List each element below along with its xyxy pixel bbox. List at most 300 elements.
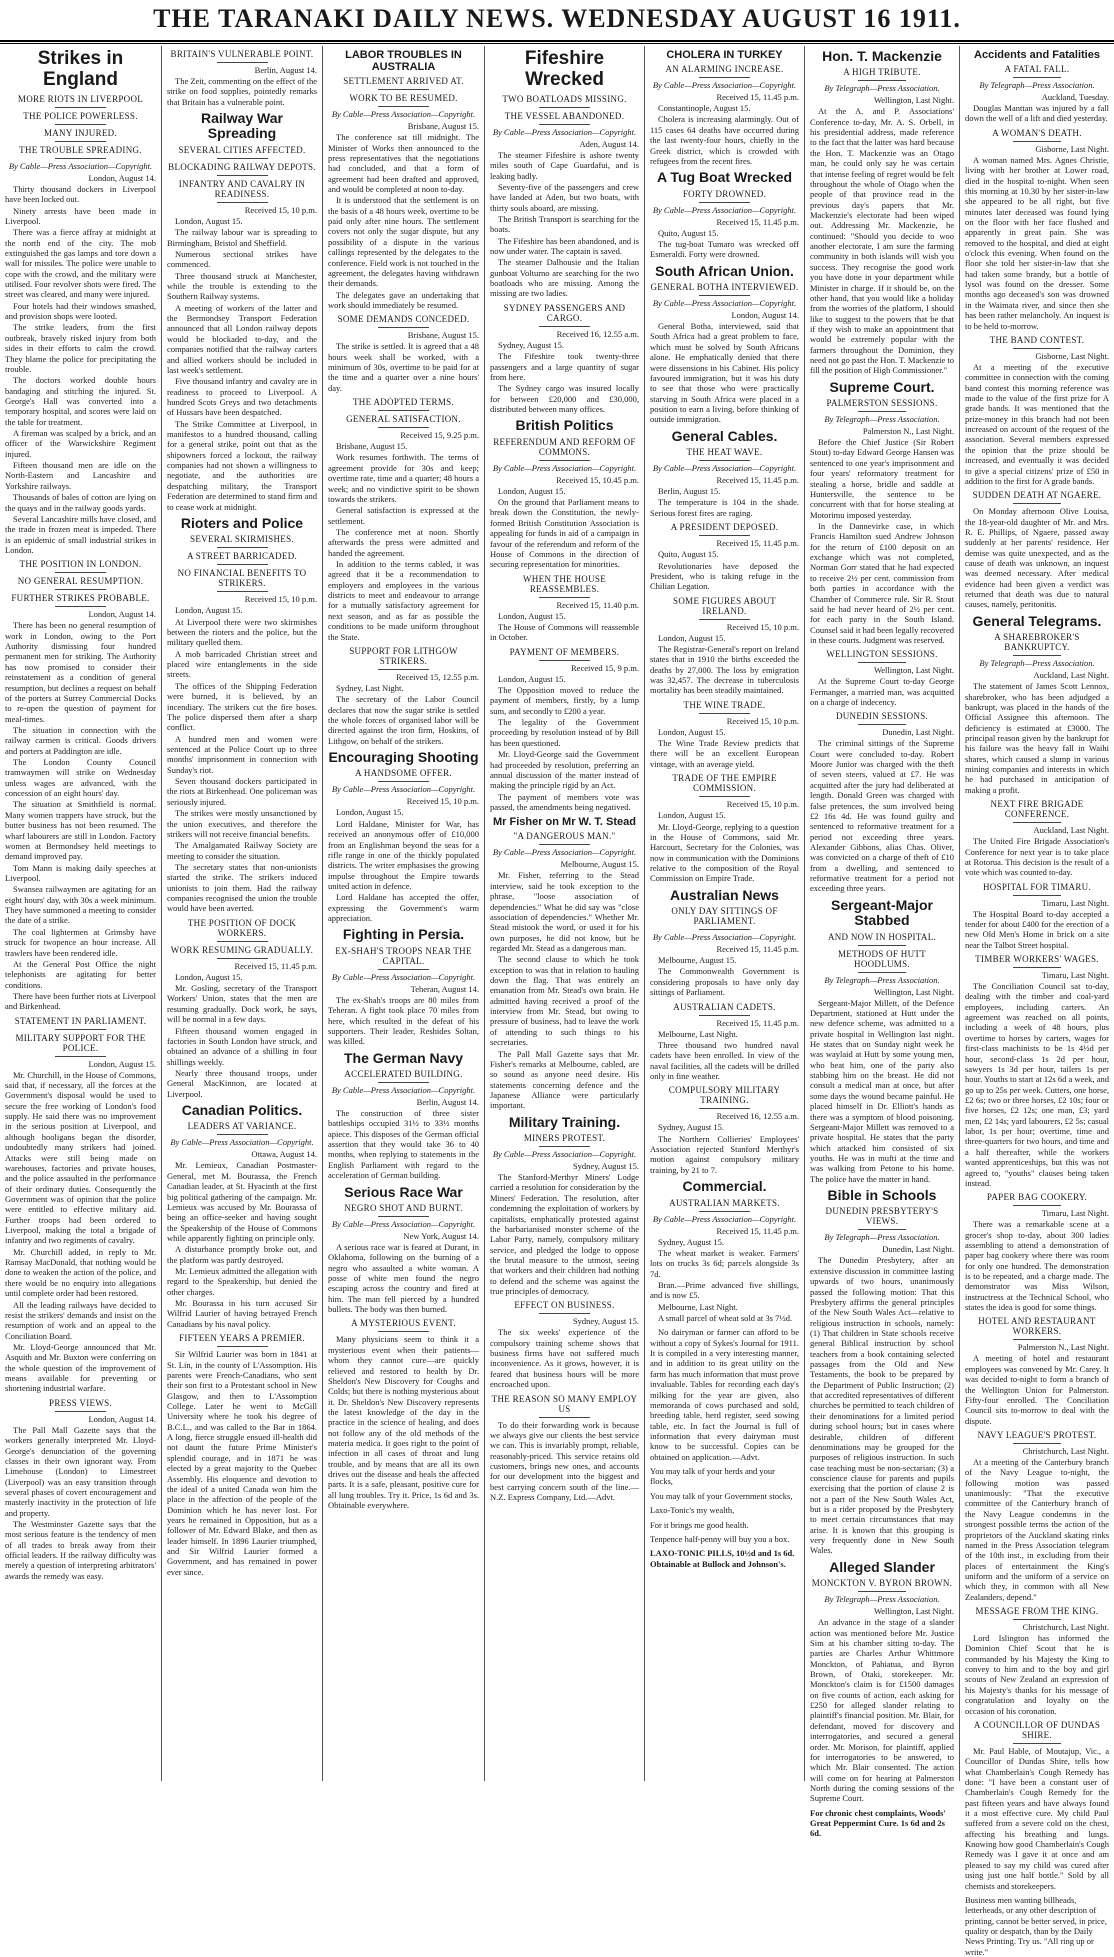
dateline: New York, August 14. [403,1230,479,1241]
dateline: London, August 14. [88,1413,156,1424]
subheading-rule [378,89,429,90]
article-subheading: NO GENERAL RESUMPTION. [17,576,144,587]
subheading-rule [55,589,106,590]
subheading-rule [1013,348,1062,349]
article [650,429,799,518]
subheading-rule [699,1108,750,1109]
dateline: Aden, August 14. [579,138,639,149]
subheading-rule [1013,1443,1062,1444]
article-paragraph: The legality of the Government proceeding by resolution instead of by Bill has been questioned. [490,717,639,748]
dateline: Ottawa, August 14. [251,1149,317,1160]
dispatch-credit: By Cable—Press Association—Copyright. [652,298,797,309]
article-paragraph: There has been no general resumption of work in London, owing to the Port Authority dismissing four hundred permanent men for striking. The Authority has now promised to consider their reinstatement as a condition of general resumption, but declines a request on behalf of the porters at Surrey Commercial Docks to re-open the question of payment for meal-times. [5,620,156,724]
subheading-rule [699,796,750,797]
article-subheading: TIMBER WORKERS' WAGES. [975,954,1099,965]
article-paragraph: The criminal sittings of the Supreme Court were concluded to-day. Robert Moore Junior was charged with the theft of seven steers, valued at £7. He was acquitted after the jury had deliberated at length. Donald Green was charged with false pretences, the sum involved being £2 16s 4d. He was found guilty and sentenced to reformative treatment for a period not exceeding three years. Alexander Gibbons, alias Chas. Oliver, was convicted on a charge of theft of £10 from a dwelling, and sentenced to reformative treatment for a period not exceeding three years. [810,738,954,894]
advertisement-text: You may talk of your Government stocks, [650,1490,793,1501]
article [810,1560,954,1804]
subheading-rule [55,606,106,607]
article [650,773,799,884]
dateline: Received 15, 11.45 p.m. [716,1017,799,1028]
article-subheading: MANY INJURED. [43,127,118,138]
dateline: Received 15, 10.45 p.m. [556,474,639,485]
dateline: Timaru, Last Night. [1041,897,1109,908]
article-paragraph: The Stanford-Merthyr Miners' Lodge carried a resolution for consideration by the Miners' Federation. The resolution, after condemning the exploitation of workers by capitalists, emphatically protested against the barbarianised monster scheme of the Labor Party, namely, compulsory military service, and pledged the lodge to oppose the brutal measure to the utmost, seeing that workers and their children had nothing to defend and the scheme was against the true principles of democracy. [490,1172,639,1297]
article [650,700,799,769]
article-paragraph: Fifteen thousand women engaged in factories in South London have struck, and obtained an advance of a shilling in four shillings weekly. [167,1025,317,1067]
subheading-rule [699,713,750,714]
dispatch-credit: By Cable—Press Association—Copyright. [652,932,797,943]
advertisement-text: For chronic chest complaints, Woods' Great Peppermint Cure. 1s 6d and 2s 6d. [810,1807,946,1839]
dateline: London, August 14. [88,172,156,183]
article-paragraph: A serious race war is feared at Durant, in Oklahoma, following on the burning of a negro who assaulted a white woman. A posse of white men found the negro escaping across the country and fired at him. The man fell pierced by a hundred bullets. The body was then burned. [328,1241,479,1315]
article-paragraph: There have been further riots at Liverpool and Birkenhead. [5,990,156,1012]
article-paragraph: Seven thousand dockers participated in the riots at Birkenhead. One policeman was seriously injured. [167,776,317,807]
dateline: Dunedin, Last Night. [882,727,954,738]
article-paragraph: The statement of James Scott Lennox, sharebroker, who has been adjudged a bankrupt, was placed in the hands of the Official Assignee this afternoon. The deficiency is estimated at £3000. The principal reason given by the bankrupt for his failure was the heavy fall in Waihi shares, which caused a slump in various mining companies and interests in which he had purchased in anticipation of making a profit. [965,681,1109,795]
article-paragraph: The six weeks' experience of the compulsory training scheme shows that business firms have not suffered much inconvenience. As it grows, however, it is feared that business hours will be more encroached upon. [490,1327,639,1390]
article [490,816,639,1110]
dateline: Received 15, 11.45 p.m. [716,92,799,103]
subheading-rule [858,945,907,946]
subheading-rule [217,62,268,63]
dateline: Received 16, 12.55 a.m. [556,328,639,339]
article-paragraph: Mr. Fisher, referring to the Stead interview, said he took exception to the phrase, "loose association of dependencies." What he did say was "close association of dependencies." Whether Mr. Stead mistook the word, or used it for his own purposes, he did not know, but he regarded Mr. Stead as a dangerous man. [490,870,639,953]
article-paragraph: London, August 15. [658,810,726,821]
article-subheading: A MYSTERIOUS EVENT. [351,1318,456,1329]
article-paragraph: The Conciliation Council sat to-day, dealing with the timber and coal-yard employees, including carters. An agreement was reached on all points, including a week of 48 hours, plus overtime to horses by carters, wages for first-class machinists to be 1s 4½d per hour, second-class 1s 2d per hour, sawyers 1s 3d per hour, tailers 1s per hour. Youths to start at 12s 6d a week, and go up to 25s per week. Cutters, one horse, £2 6s; two or three horses, £2 10s; four or five horses, £2 12s; one man, £3; yard men, £2 14s; yard labourers, £2 5s; casual labor, 1s per hour; overtime, time and three-quarters for two hours, and time and a half thereafter, while the workers wanted apprenticeships, but this was not agreed to, "youths" clauses being taken instead. [965,981,1109,1188]
article-paragraph: At the Supreme Court to-day George Fermanger, a married man, was acquitted on a charge of indecency. [810,676,954,708]
subheading-rule [858,80,907,81]
article-paragraph: The Dunedin Presbytery, after an extensive discussion in committee lasting upwards of two hours, unanimously passed the following motion: That this Presbytery affirms the general principles of the New South Wales Act—relative to religious instruction in schools, namely: (1) That children in State schools receive general Biblical instruction by school teachers from a book containing selected passages from the Old and New Testaments, the book to be prepared by the Department of Public Instruction; (2) that accredited representatives of different churches be permitted to teach children of their denominations for a limited period during school hours; but in cases where desirable, children of different denominations may be grouped for the purposes of religious instruction. In such case teaching must be non-sectarian; (3) a conscience clause for parents and pupils exercising that the portion of clause 2 is not a part of the New South Wales Act, but is a rider proposed by the Presbytery to meet certain circumstances that may arise. It is known that this grouping is very frequently done in New South Wales. [810,1255,954,1556]
dispatch-credit: By Cable—Press Association—Copyright. [492,462,637,473]
article-paragraph: There was a fierce affray at midnight at the north end of the city. The mob extinguished the gas lamps and tore down a wall for missiles. The police were unable to cope with the crowd, and the military were utilised. Four revolver shots were fired. The street was cleared, and many were injured. [5,227,156,300]
advertisement-text: You may talk of your herds and your flocks, [650,1466,775,1487]
dateline: Sydney, August 15. [572,1316,639,1327]
article-subheading: BLOCKADING RAILWAY DEPOTS. [168,161,316,172]
article-paragraph: The second clause to which he took exception to was that in relation to hauling down the flag. That was entirely an emanation from Mr. Stead's own brain. He admitted having received a proof of the interview from Mr. Stead, but owing to pressure of business, had to leave the work of attending to such things to his secretaries. [490,954,639,1048]
article [5,49,156,555]
article-headline: General Cables. [671,427,778,444]
article-subheading: A WOMAN'S DEATH. [992,127,1082,138]
subheading-rule [539,1313,590,1314]
subheading-rule [699,295,750,296]
subheading-rule [539,660,590,661]
article-paragraph: Mr. Lloyd-George announced that Mr. Asquith and Mr. Buxton were conferring on the whole question of the improvement of means available for preventing or shortening industrial warfare. [5,1342,156,1394]
article-paragraph: The railway labour war is spreading to Birmingham, Bristol and Sheffield. [167,227,317,248]
article-paragraph: Sir Wilfrid Laurier was born in 1841 at St. Lin, in the county of L'Assomption. His parents were French-Canadians, who sent their son first to a Protestant school in New Glasgow, and then to L'Assomption College. Later he went to McGill University where he took his degree of B.C.L., and was called to the Bar in 1864. A long, fierce struggle ensued ill-health did not daunt the future Prime Minister's splendid courage, and in 1871 he was elected by a great majority to the Quebec Assembly. His eloquence and devotion to the ideal of a united Canada won him the place in the affection of the people of the Dominion which he has never lost. For years he remained in Opposition, but as a follower of Mr. Edward Blake, and then as leader himself. In 1896 Laurier triumphed, and Sir Wilfrid Laurier formed a Government, and has remained in power ever since. [167,1349,317,1577]
article [167,49,317,107]
article-paragraph: London, August 15. [498,673,566,684]
article-paragraph: At a meeting of the Canterbury branch of the Navy League to-night, the following motion was passed unanimously: "That the executive committee of the Canterbury branch of the Navy League condemns in the strongest possible terms the action of the proprietors of the Auckland skating rinks named in the Press Association telegram of the 10th inst., in excluding from their places of entertainment the King's uniform and the uniform of a service on which they, in common with all New Zealanders, depend." [965,1456,1109,1602]
article-paragraph: The wheat market is weaker. Farmers' lots on trucks 3s 6d; parcels alongside 3s 7d. [650,1247,799,1279]
article-paragraph: London, August 15. [658,632,726,643]
article [650,264,799,425]
article-paragraph: The steamer Fifeshire is ashore twenty miles south of Cape Guardafui, and is leaking badly. [490,149,639,181]
dateline: Received 15, 11.45 p.m. [716,1225,799,1236]
article-subheading: PRESS VIEWS. [49,1397,112,1408]
article-subheading: MONCKTON V. BYRON BROWN. [811,1578,953,1589]
article-paragraph: Mr. Lloyd-George, replying to a question in the House of Commons, said Mr. Harcourt, Secretary for the Colonies, was now in communication with the Dominions relative to the composition of the Royal Commission on Empire Trade. [650,821,799,884]
dateline: Palmerston N., Last Night. [1017,1342,1109,1353]
article [328,314,479,393]
article-subheading: DUNEDIN SESSIONS. [835,711,929,722]
article-paragraph: Mr. Gosling, secretary of the Transport Workers' Union, states that the men are resuming gradually. Dock work, he says, will be normal in a few days. [167,983,317,1025]
article-paragraph: An advance in the stage of a slander action was mentioned before Mr. Justice Sim at his chamber sitting to-day. The parties are Charles Arthur Whittmore Monckton, of Pahiatua, and Byron Brown, of Otaki, storekeeper. Mr. Monckton's claim is for £1500 damages on five counts of action, each asking for £250 for alleged slander relating to plaintiff's financial position. Mr. Blair, for defendant, moved for discovery and interrogatories, and secured a general order. Mr. Morison, for plaintiff, applied for interrogatories to be answered, to which Mr. Blair consented. The action will come on for hearing at Palmerston North during the coming sessions of the Supreme Court. [810,1617,954,1804]
article-headline: Supreme Court. [829,378,935,395]
dispatch-credit: By Cable—Press Association—Copyright. [652,463,797,474]
article-paragraph: The Fifeshire took twenty-three passengers and a large quantity of sugar from here. [490,351,639,382]
article [650,522,799,591]
article [650,1327,799,1462]
article-paragraph: The coal lightermen at Grimsby have struck for twopence an hour increase. All trawlers have been rendered idle. [5,926,156,958]
article-subheading: THE VESSEL ABANDONED. [504,110,625,121]
article-paragraph: The Opposition moved to reduce the payment of members, firstly, by a lump sum, and secondly to £200 a year. [490,685,639,716]
article-paragraph: The construction of three sister battleships occupied 31½ to 33½ months apiece. This disposes of the German official assertion that they would take 36 to 40 months, when replying to statements in the English Parliament with regard to the acceleration of German building. [328,1108,479,1181]
article-paragraph: The delegates gave an undertaking that work should immediately be resumed. [328,289,479,310]
article-paragraph: Sydney, August 15. [498,339,565,350]
article-headline: Encouraging Shooting [328,749,479,766]
article [490,1300,639,1389]
article [650,1085,799,1175]
article-subheading: FORTY DROWNED. [682,188,767,199]
article-paragraph: The strike is settled. It is agreed that a 48 hours week shall be worked, with a minimum of 30s, overtime to be paid for at the time and a quarter over a nine hours' day. [328,341,479,393]
dispatch-credit: By Cable—Press Association—Copyright. [492,126,637,137]
article [965,49,1109,124]
article-subheading: PALMERSTON SESSIONS. [826,398,938,409]
article-paragraph: Work resumes forthwith. The terms of agreement provide for 30s and keep; overtime rate, time and a quarter; 48 hours a week; and no vindictive spirit to be shown towards the strikers. [328,452,479,504]
article-subheading: COMPULSORY MILITARY TRAINING. [668,1085,781,1106]
article-paragraph: Mr. Lloyd-George said the Government had proceeded by resolution, preferring an annual discussion of the matter instead of making the principle rigid by an Act. [490,749,639,791]
article [328,1318,479,1510]
article-paragraph: A meeting of hotel and restaurant employees was convened by Mr. Carey. It was decided to-night to form a branch of the Wellington Union for Palmerston. Fifty-four enrolled. The Conciliation Council sits to-morrow to deal with the dispute. [965,1353,1109,1426]
dispatch-credit: By Cable—Press Association—Copyright. [8,160,153,171]
article-paragraph: The Amalgamated Railway Society are meeting to consider the situation. [167,840,317,861]
column-2 [161,46,322,1781]
article [965,1192,1109,1312]
article-paragraph: The tug-boat Tumaro was wrecked off Esmeraldi. Forty were drowned. [650,239,799,260]
article-headline: Serious Race War [344,1183,463,1200]
article [965,1316,1109,1426]
article-paragraph: The steamer Dalhousie and the Italian gunboat Volturno are searching for the two boatloads who are missing. Among the missing are two ladies. [490,257,639,299]
article-subheading: "A DANGEROUS MAN." [513,831,616,842]
article-paragraph: The doctors worked double hours bandaging and stitching the injured. St. George's Hall was converted into a temporary hospital, and scores were laid on the table for treatment. [5,375,156,427]
dispatch-credit: By Telegraph—Press Association. [979,80,1095,91]
article-paragraph: Mr. Bourassa in his turn accused Sir Wilfrid Laurier of having betrayed French Canadians by his naval policy. [167,1298,317,1329]
dateline: Received 15, 11.40 p.m. [556,599,639,610]
article-subheading: A SHAREBROKER'S BANKRUPTCY. [994,632,1080,653]
article-headline: LABOR TROUBLES IN AUSTRALIA [345,49,462,74]
article-paragraph: Berlin, August 15. [658,486,721,497]
dateline: Wellington, Last Night. [873,986,954,997]
dispatch-credit: By Telegraph—Press Association. [824,974,940,985]
article-headline: Alleged Slander [829,1558,935,1575]
article [810,898,954,1184]
article-subheading: WHEN THE HOUSE REASSEMBLES. [522,573,607,594]
article-subheading: ONLY DAY SITTINGS OF PARLIAMENT. [671,906,778,927]
article-subheading: A STREET BARRICADED. [186,551,298,562]
article-subheading: BRITAIN'S VULNERABLE POINT. [170,49,314,59]
dateline: Christchurch, Last Night. [1022,1622,1109,1633]
article-paragraph: A mob barricaded Christian street and placed wire entanglements in the side streets. [167,648,317,680]
dateline: Received 15, 10 p.m. [406,796,479,807]
article-paragraph: The strike leaders, from the first outbreak, bravely risked injury from both sides in their efforts to calm the crowd. They blame the police for precipitating the trouble. [5,322,156,374]
subheading-rule [1013,1339,1062,1340]
article-headline: Canadian Politics. [181,1102,303,1119]
dateline: Received 15, 10 p.m. [726,621,799,632]
article-subheading: TWO BOATLOADS MISSING. [502,93,627,104]
subheading-rule [217,1134,268,1135]
article-subheading: DUNEDIN PRESBYTERY'S VIEWS. [825,1206,939,1227]
article-subheading: NEGRO SHOT AND BURNT. [344,1202,463,1213]
dateline: Berlin, August 14. [254,65,317,75]
subheading-rule [1013,1743,1062,1744]
article-headline: Railway War Spreading [201,110,283,142]
article-subheading: REFERENDUM AND REFORM OF COMMONS. [493,436,636,457]
article-subheading: SEVERAL CITIES AFFECTED. [178,144,306,155]
article-paragraph: The conference met at noon. Shortly afterwards the press were admitted and handed the agreement. [328,526,479,558]
article-paragraph: The Pall Mall Gazette says that Mr. Fisher's remarks at Melbourne, cabled, are so sound as anyone need desire. His statements concerning defence and the Japanese Alliance were particularly important. [490,1048,639,1111]
article-paragraph: London, August 15. [658,726,726,737]
article-paragraph: In addition to the terms cabled, it was agreed that it be a recommendation to employers and employees in the various districts to meet and endeavour to arrange for a mutually satisfactory agreement for next season, and as far as possible the conditions to be made uniform throughout the State. [328,559,479,642]
article-headline: Mr Fisher on Mr W. T. Stead [492,816,637,829]
dateline: London, August 14. [731,310,799,321]
article-subheading: THE TROUBLE SPREADING. [19,144,142,155]
article [167,918,317,1099]
article-paragraph: The British Transport is searching for the boats. [490,213,639,235]
subheading-rule [858,1591,907,1592]
dispatch-credit: By Cable—Press Association—Copyright. [170,1137,314,1148]
dateline: Berlin, August 14. [416,1097,479,1107]
article [490,49,639,299]
article-paragraph: Quito, August 15. [658,227,719,238]
masthead-rule [0,43,1114,44]
article-subheading: HOTEL AND RESTAURANT WORKERS. [978,1316,1096,1337]
article [490,1394,639,1503]
article-paragraph: The offices of the Shipping Federation were burned, it is believed, by an incendiary. The strikers cut the fire hoses. The police dispersed them after a sharp conflict. [167,680,317,733]
article-paragraph: The secretary states that non-unionists started the strike. The strikers induced unionists to join them. Had the railway companies recognised the union the trouble would have been averted. [167,861,317,914]
article-paragraph: London, August 15. [175,605,243,616]
dateline: Received 15, 11.45 p.m. [716,475,799,486]
dateline: Received 15, 12.55 p.m. [396,671,479,682]
dateline: Received 15, 11.45 p.m. [716,538,799,549]
article-paragraph: The payment of members vote was passed, the amendments being negatived. [490,791,639,812]
dateline: London, August 14. [88,609,156,620]
article [965,490,1109,610]
article-paragraph: General satisfaction is expressed at the settlement. [328,505,479,526]
article-subheading: LEADERS AT VARIANCE. [187,1121,297,1132]
article-subheading: FIFTEEN YEARS A PREMIER. [179,1333,305,1344]
article-subheading: HOSPITAL FOR TIMARU. [982,881,1092,892]
article-headline: Fifeshire Wrecked [524,48,605,90]
dateline: Dunedin, Last Night. [882,1244,954,1255]
article-paragraph: London, August 15. [336,807,404,818]
article-paragraph: The Strike Committee at Liverpool, in manifestos to a hundred thousand, calling for a general strike, point out that as the shipowners forced a lockout, the railway companies had not shown a willingness to negotiate, and the authorities are despatching military, the Transport Federation are determined to stand firm and to cease work at midnight. [167,418,317,512]
article-paragraph: Five thousand infantry and cavalry are in readiness to proceed to Liverpool. A hundred Scots Greys and two detachments of Hussars have been despatched. [167,376,317,418]
subheading-rule [1013,655,1062,656]
article-paragraph: At the A. and P. Associations' Conference to-day, Mr. A. S. Orbell, in his presidential address, made reference to the fact that the latter was hard because the Hon. T. Mackenzie was an Otago man, he could only say he was certain that intense feeling of regret would be felt throughout the whole of Otago when the people of that province read in the previous day's papers that Mr. Mackenzie's electorate had been wiped out. Addressing Mr. Mackenzie, he continued: "Should you decide to woo another electorate, I am sure the farming community in both islands will wish you success. They recognise the good work you have done in your department while Minister in charge. If it should be, on the other hand, that you would like a holiday from the worries of the platform, I should like to suggest to the powers that be that if they wish to make an appointment that would be extremely popular with the farmers throughout the Dominion, they need not go past the Hon. T. Mackenzie to fill the position of High Commissioner." [810,106,954,376]
article-paragraph: The United Fire Brigade Association's Conference for next year is to take place at Rotorua. This decision is the result of a vote which was counted to-day. [965,836,1109,878]
article-paragraph: The Northern Collieries' Employees' Association rejected Stanford Merthyr's motion against compulsory military training, by 21 to 7. [650,1133,799,1175]
column-4 [484,46,644,1781]
dispatch-credit: By Cable—Press Association—Copyright. [331,971,476,982]
article [328,49,479,310]
subheading-rule [217,941,268,942]
article-paragraph: Revolutionaries have deposed the President, who is taking refuge in the Chilian Legation. [650,560,799,592]
article-paragraph: Thousands of bales of cotton are lying on the quays and in the railway goods yards. [5,492,156,513]
dateline: Wellington, Last Night. [873,95,954,106]
article-paragraph: The secretary of the Labor Council declares that now the sugar strike is settled the whole forces of organised labor will be directed against the iron firm, Hoskins, of Lithgow, on behalf of the strikers. [328,694,479,746]
dateline: Received 15, 9.25 p.m. [400,430,479,441]
subheading-rule [217,1346,268,1347]
subheading-rule [378,106,429,107]
dateline: Christchurch, Last Night. [1022,1445,1109,1456]
article-paragraph: Thirty thousand dockers in Liverpool have been locked out. [5,183,156,205]
article [328,646,479,746]
article-subheading: STATEMENT IN PARLIAMENT. [14,1015,147,1026]
subheading-rule [539,107,590,108]
article-paragraph: Before the Chief Justice (Sir Robert Stout) to-day Edward George Hansen was sentenced to one year's imprisonment and four years' reformatory treatment for stealing a horse, bridle and saddle at Huntersville, the sentence to be concurrent with that for horse stealing at Motorimu imposed yesterday. [810,437,954,520]
subheading-rule [699,535,750,536]
subheading-rule [217,564,268,565]
dateline: Received 15, 11.45 p.m. [234,960,317,971]
dateline: Received 16, 12.55 a.m. [716,1111,799,1122]
subheading-rule [539,1146,590,1147]
article-paragraph: There was a remarkable scene at a grocer's shop to-day, about 300 ladies assembling to attend a demonstration of paper bag cookery where there was room for only one hundred. The demonstration is to be repeated, and a charge made. The demonstrator was Miss Wilson, instructress at the Technical School, who states the idea is good for some things. [965,1219,1109,1313]
advertisement-text: LAXO-TONIC PILLS, 10½d and 1s 6d. Obtainable at Bullock and Johnson's. [650,1548,795,1569]
dateline: Brisbane, August 15. [407,121,479,132]
dateline: Palmerston N., Last Night. [862,426,954,437]
dateline: Brisbane, August 15. [407,330,479,341]
article-headline: Strikes in England [37,48,124,90]
dateline: Received 15, 11.45 p.m. [716,216,799,227]
article-paragraph: Cholera is increasing alarmingly. Out of 115 cases 64 deaths have occurred during the last twenty-four hours, chiefly in the Greek district, which is crowded with refugees from the recent fires. [650,114,799,166]
article-paragraph: On Monday afternoon Olive Louisa, the 18-year-old daughter of Mr. and Mrs. R. E. Phillips, of Ngaere, passed away suddenly at her parents' residence. Her demise was quite unexpected, and as the cause of death was unknown, an inquest was deemed necessary. After medical evidence had been given a verdict was returned that death was due to natural causes, namely, peritonitis. [965,506,1109,610]
subheading-rule [217,158,268,159]
article-subheading: NEXT FIRE BRIGADE CONFERENCE. [990,799,1084,820]
article-paragraph: A woman named Mrs. Agnes Christie, living with her brother at Lower road, died in the hospital to-night. When seen this morning at 10.30 by her sister-in-law she appeared to be all right, but five minutes later deceased was found lying on the floor with her face flushed and apparently in great pain. She was removed to the hospital, and died at eight o'clock this evening. When found on the floor she told her sister-in-law that she had taken some brandy, but a bottle of lysol was found on the dresser. Some months ago deceased's son was drowned in the Waimata river, and since then she has been rather melancholy. An inquest is to be held to-morrow. [965,154,1109,331]
article-subheading: A HIGH TRIBUTE. [843,67,921,78]
article-paragraph: At Liverpool there were two skirmishes between the rioters and the police, but the military quelled them. [167,616,317,648]
subheading-rule [378,669,429,670]
article [965,128,1109,331]
subheading-rule [1013,1205,1062,1206]
article-paragraph: Lord Haldane, Minister for War, has received an anonymous offer of £10,000 from an Englishman beyond the seas for a rifle range in one of the thickly populated districts. The writer emphasises the growing impulse throughout the Empire towards united action in defence. [328,818,479,891]
column-1 [0,46,161,1781]
subheading-rule [539,460,590,461]
article-paragraph: Ninety arrests have been made in Liverpool. [5,205,156,226]
article-subheading: AN ALARMING INCREASE. [665,64,784,75]
dateline: Wellington, Last Night. [873,1606,954,1617]
article-paragraph: Tom Mann is making daily speeches at Liverpool. [5,862,156,883]
subheading-rule [378,427,429,428]
article-subheading: THE POLICE POWERLESS. [23,110,138,121]
dateline: Received 15, 10 p.m. [244,204,317,215]
subheading-rule [378,1216,429,1217]
article [965,614,1109,795]
article [965,1606,1109,1716]
article-subheading: SOME DEMANDS CONCEDED. [337,314,470,325]
article-paragraph: Three thousand two hundred naval cadets have been enrolled. In view of the naval facilities, all the cadets will be drilled only in fine weather. [650,1039,799,1081]
article-paragraph: Many physicians seem to think it a mysterious event when their patients—whom they cannot cure—are quickly relieved and restored to health by Dr. Sheldon's New Discovery for Coughs and Colds; but there is nothing mysterious about it. Dr. Sheldon's New Discovery represents the latest knowledge of the day in the practice in the science of healing, and does not follow any of the old methods of the materia medica. It goes right to the point of infection in all cases of throat and lung trouble, and by means that are all its own drives out the disease and heals the affected parts. It is a safe, pleasant, positive cure for all lung troubles. Try it. Price, 1s 6d and 3s. Obtainable everywhere. [328,1334,479,1511]
article-subheading: METHODS OF HUTT HOODLUMS. [837,948,926,969]
dateline: London, August 15. [88,1058,156,1069]
article-headline: Sergeant-Major Stabbed [831,896,933,929]
dispatch-credit: By Cable—Press Association—Copyright. [331,784,476,795]
dateline: Sydney, August 15. [572,1161,639,1172]
dispatch-credit: By Cable—Press Association—Copyright. [652,204,797,215]
article-paragraph: Constantinople, August 15. [658,103,751,114]
article-paragraph: Sydney, August 15. [658,1122,725,1133]
article-subheading: THE HEAT WAVE. [686,447,763,458]
dateline: Timaru, Last Night. [1041,970,1109,981]
dispatch-credit: By Telegraph—Press Association. [979,658,1095,669]
article-paragraph: The ex-Shah's troops are 80 miles from Teheran. A fight took place 70 miles from here, which resulted in the defeat of his supporters. Their leader, Reshides Soltan, was killed. [328,994,479,1047]
article-headline: Rioters and Police [180,514,304,531]
article-subheading: MINERS PROTEST. [523,1133,606,1144]
subheading-rule [699,1211,750,1212]
article-paragraph: A hundred men and women were sentenced at the Police Court up to three months' imprisonment in connection with Sunday's riot. [167,733,317,775]
article-paragraph: Lord Islington has informed the Dominion Chief Scout that he is commanded by his Majesty the King to convey to him and to the boy and girl scouts of New Zealand an expression of his Majesty's thanks for his message of congratulation and loyalty on the occasion of his coronation. [965,1633,1109,1716]
article-paragraph: The London County Council tramwaymen will strike on Wednesday unless wages are advanced, with the concession of an eight hours' day. [5,757,156,799]
article [5,559,156,1011]
column-6 [804,46,959,1839]
article-subheading: EFFECT ON BUSINESS. [514,1300,615,1311]
subheading-rule [378,327,429,328]
dateline: Melbourne, August 15. [560,859,639,870]
article-subheading: AND NOW IN HOSPITAL. [827,931,937,942]
article-paragraph: The Wine Trade Review predicts that there will be an excellent European vintage, with an average yield. [650,738,799,769]
article-paragraph: The Fifeshire has been abandoned, and is now under water. The captain is saved. [490,235,639,257]
article-headline: South African Union. [655,262,794,279]
article-subheading: WORK RESUMING GRADUALLY. [170,944,314,955]
subheading-rule [1013,822,1062,823]
dispatch-credit: By Cable—Press Association—Copyright. [652,1213,797,1224]
advertisement-text: Tenpence half-penny will buy you a box. [650,1533,790,1544]
article [965,1430,1109,1602]
article-subheading: MESSAGE FROM THE KING. [975,1606,1099,1617]
article-headline: Fighting in Persia. [342,926,465,943]
article-paragraph: Brisbane, August 15. [336,441,408,452]
article-subheading: THE POSITION OF DOCK WORKERS. [187,917,297,938]
advertisement-text: For it brings me good health. [650,1519,749,1530]
article-subheading: THE ADOPTED TERMS. [353,397,454,408]
subheading-rule [539,1417,590,1418]
article-paragraph: Swansea railwaymen are agitating for an eight hours' day, with 30s a week minimum. They have summoned a meeting to consider the date of a strike. [5,884,156,926]
article-subheading: TRADE OF THE EMPIRE COMMISSION. [672,773,777,794]
article [490,574,639,643]
article [167,1333,317,1577]
subheading-rule [1013,77,1062,78]
article [650,888,799,998]
article-subheading: GENERAL BOTHA INTERVIEWED. [650,282,799,293]
subheading-rule [55,107,106,108]
subheading-rule [699,929,750,930]
subheading-rule [539,124,590,125]
article-subheading: ACCELERATED BUILDING. [344,1069,463,1079]
masthead [0,0,1114,42]
dateline: Received 15, 10 p.m. [726,799,799,810]
article-paragraph: The Registrar-General's report on Ireland states that in 1910 the births exceeded the deaths by 27,000. The loss by emigration was 32,457. The decrease in tuberculosis mortality has been steadily maintained. [650,643,799,696]
article-paragraph: Mr. Churchill, in the House of Commons, said that, if necessary, all the forces at the Government's disposal would be used to secure the free working of London's food supply. He said there was no improvement in the serious position at Liverpool, and although hooligans began the disorder, undoubtedly many strikers had joined. Attacks were still being made on warehouses, factories and private houses, and the police assaulted in the performance of their ordinary duties. Consequently the Government was of opinion that the police were entitled to effective military aid. Further troops had been ordered to Liverpool, making the total a brigade of infantry and two regiments of cavalry. [5,1069,156,1246]
article-paragraph: The situation at Smithfield is normal. Many women trappers have struck, but the butter business has not been resumed. The wharf labourers are still in London. Factory women at Bermondsey held meetings to demand improved pay. [5,799,156,862]
article-headline: British Politics [515,417,614,434]
subheading-rule [858,972,907,973]
article-paragraph: Melbourne, Last Night. [658,1301,738,1312]
newspaper-title: THE TARANAKI DAILY NEWS. WEDNESDAY AUGUST 16 1911. [153,4,961,33]
subheading-rule [699,1015,750,1016]
subheading-rule [55,141,106,142]
